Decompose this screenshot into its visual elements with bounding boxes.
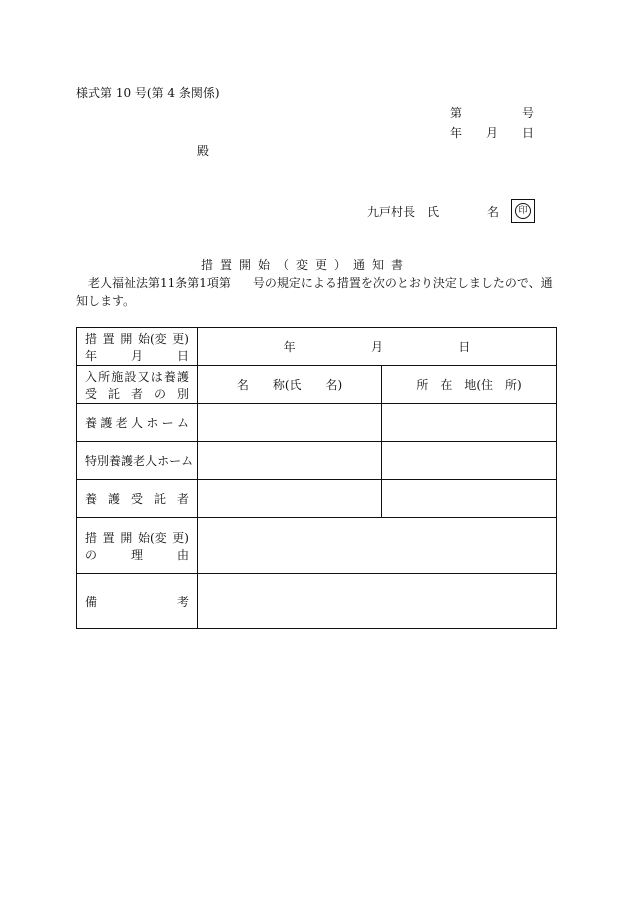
label-caretaker: [77, 480, 198, 518]
label-char: 開: [120, 530, 133, 545]
label-reason-line1: [85, 529, 189, 546]
label-char: 者: [130, 386, 143, 401]
body-text: [76, 274, 558, 310]
table-row-caretaker: [77, 480, 557, 518]
label-category-line2: [85, 385, 189, 402]
label-start-date-line1: [85, 330, 189, 347]
table-row-special-nursing-home: [77, 442, 557, 480]
special-nursing-home-name-cell[interactable]: [198, 442, 382, 480]
label-char: ホ: [146, 416, 159, 430]
form-number: 様式第 10 号(第 4 条関係): [76, 86, 220, 100]
label-char: ー: [169, 454, 182, 468]
label-char: 年: [85, 348, 98, 363]
label-char: 受: [85, 386, 98, 401]
label-char: 由: [176, 547, 189, 562]
label-char: 人: [130, 416, 143, 430]
label-char: は: [150, 369, 163, 384]
nursing-home-name-cell[interactable]: [198, 404, 382, 442]
label-char: 考: [176, 594, 189, 609]
label-char: 置: [102, 530, 115, 545]
seal-char: 印: [515, 203, 531, 219]
document-number: [450, 104, 534, 121]
label-char: 養: [109, 454, 122, 468]
label-char: 護: [121, 454, 134, 468]
label-char: 又: [137, 369, 150, 384]
label-char: ー: [161, 416, 174, 430]
nursing-home-address-cell[interactable]: [382, 404, 557, 442]
label-char: 人: [145, 454, 158, 468]
table-row-nursing-home: [77, 404, 557, 442]
sender-title: 九戸村長 氏: [367, 204, 440, 219]
label-char: 養: [85, 492, 98, 506]
label-char: 更): [172, 331, 189, 346]
label-char: 措: [85, 530, 98, 545]
body-text-part2: 号の規定による措置を次のとおり決定しましたので、通知します。: [76, 276, 553, 308]
label-reason-line2: [85, 546, 189, 563]
label-reason: [77, 518, 198, 574]
body-text-part1: 老人福祉法第11条第1項第: [88, 276, 231, 290]
label-char: 養: [85, 416, 98, 430]
reason-cell[interactable]: [198, 518, 557, 574]
date-day: 日: [521, 126, 534, 140]
addressee-honorific: 殿: [197, 144, 210, 158]
label-char: ム: [181, 454, 194, 468]
label-char: 備: [85, 594, 98, 609]
label-char: 老: [133, 454, 146, 468]
label-char: の: [153, 386, 166, 401]
notice-table: [76, 327, 557, 629]
label-special-nursing-home: [77, 442, 198, 480]
date-year: 年: [450, 126, 463, 140]
label-char: 月: [130, 348, 143, 363]
column-header-name: 名 称(氏 名): [198, 366, 382, 404]
remarks-cell[interactable]: [198, 574, 557, 629]
label-category-line1: [85, 368, 189, 385]
label-nursing-home: [77, 404, 198, 442]
label-char: 措: [85, 331, 98, 346]
column-header-address: 所 在 地(住 所): [382, 366, 557, 404]
label-char: 日: [176, 348, 189, 363]
label-char: 特: [85, 454, 98, 468]
table-row-remarks: [77, 574, 557, 629]
caretaker-name-cell[interactable]: [198, 480, 382, 518]
label-char: 護: [100, 416, 113, 430]
table-row-start-date: [77, 328, 557, 366]
table-row-category-header: [77, 366, 557, 404]
label-char: 始(変: [137, 530, 167, 545]
label-nursing-home-text: [85, 414, 189, 431]
label-char: 更): [172, 530, 189, 545]
doc-no-suffix: 号: [521, 106, 534, 120]
start-date-value-parts: [206, 338, 548, 355]
label-char: の: [85, 547, 98, 562]
label-char: 託: [107, 386, 120, 401]
label-special-nursing-home-text: [85, 452, 194, 469]
label-char: 始(変: [137, 331, 167, 346]
label-start-date: [77, 328, 198, 366]
label-char: 所: [98, 369, 111, 384]
label-char: 施: [111, 369, 124, 384]
label-start-date-line2: [85, 347, 189, 364]
label-char: 設: [124, 369, 137, 384]
label-char: 別: [97, 454, 110, 468]
label-caretaker-text: [85, 490, 189, 507]
label-char: 理: [130, 547, 143, 562]
label-remarks: [77, 574, 198, 629]
label-char: 護: [107, 492, 120, 506]
label-char: 老: [115, 416, 128, 430]
label-char: 別: [176, 386, 189, 401]
issue-date: [450, 124, 534, 141]
table-row-reason: [77, 518, 557, 574]
label-remarks-text: [85, 593, 189, 610]
label-char: 者: [176, 492, 189, 506]
label-category: [77, 366, 198, 404]
document-title: 措置開始（変更）通知書: [201, 258, 411, 272]
value-year: 年: [283, 340, 296, 354]
label-char: 入: [85, 369, 98, 384]
label-char: 託: [153, 492, 166, 506]
label-char: ム: [176, 416, 189, 430]
value-month: 月: [370, 340, 383, 354]
start-date-value[interactable]: [198, 328, 557, 366]
label-char: 開: [120, 331, 133, 346]
label-char: ホ: [157, 454, 170, 468]
doc-no-prefix: 第: [450, 106, 463, 120]
date-month: 月: [485, 126, 498, 140]
label-char: 護: [176, 369, 189, 384]
value-day: 日: [458, 340, 471, 354]
label-char: 置: [102, 331, 115, 346]
label-char: 養: [163, 369, 176, 384]
sender-name-label: 名: [487, 204, 500, 219]
caretaker-address-cell[interactable]: [382, 480, 557, 518]
special-nursing-home-address-cell[interactable]: [382, 442, 557, 480]
sender-block: [367, 199, 535, 223]
seal-stamp-icon: [511, 199, 535, 223]
label-char: 受: [130, 492, 143, 506]
